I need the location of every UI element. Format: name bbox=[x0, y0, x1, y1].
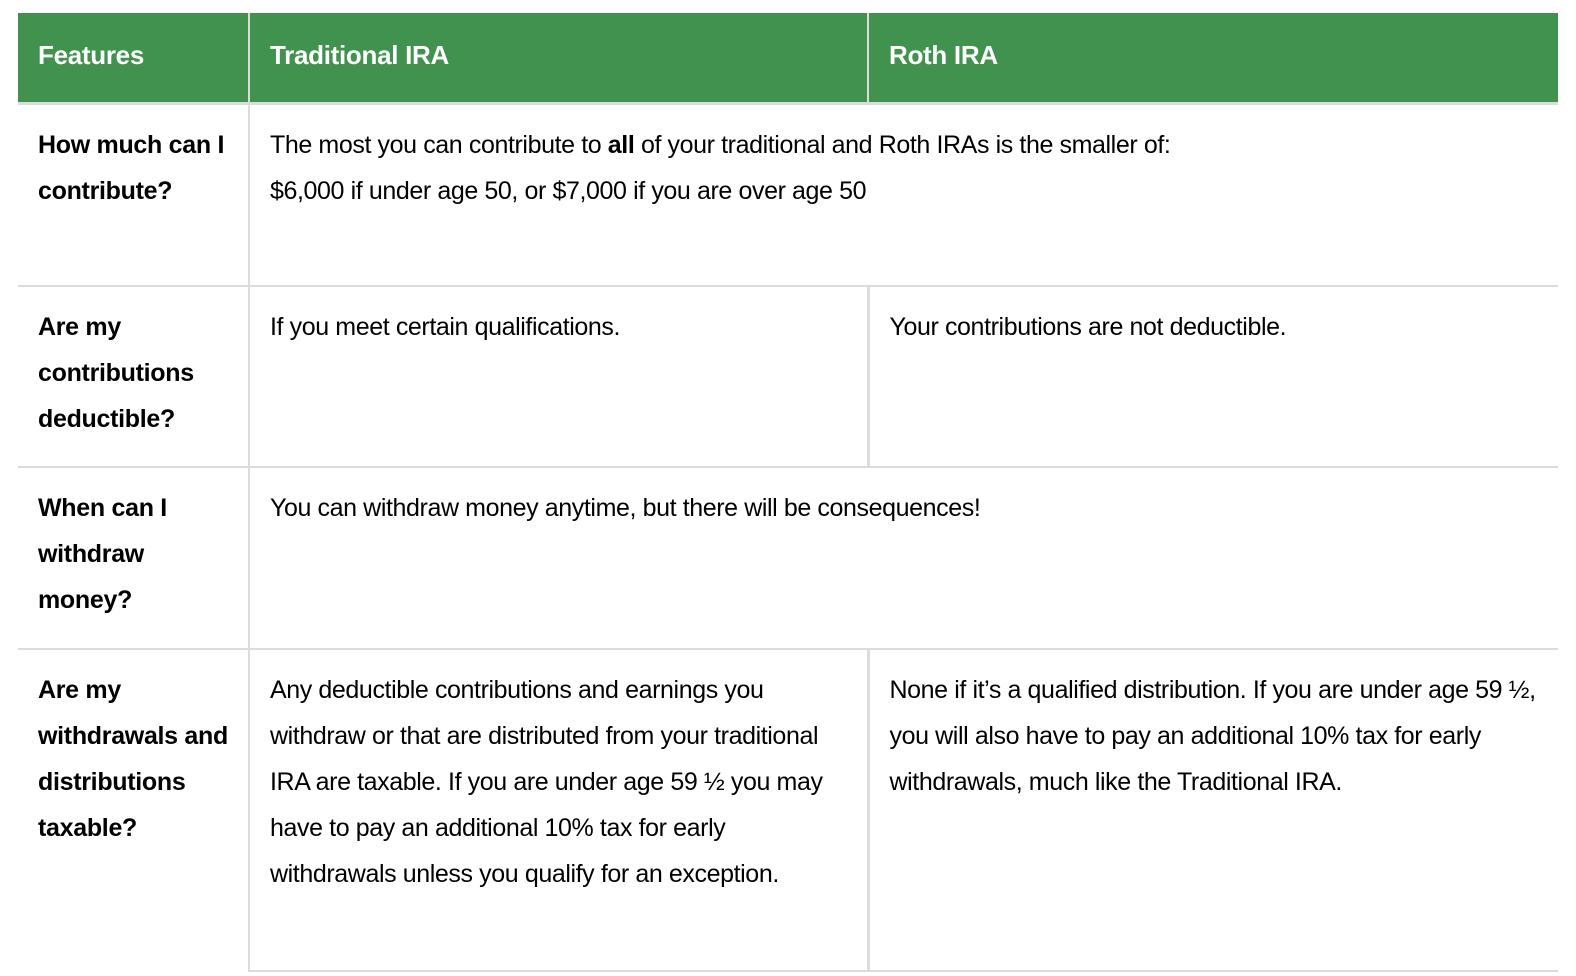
feature-cell: How much can I contribute? bbox=[18, 104, 249, 287]
table-body bbox=[18, 104, 1558, 972]
feature-cell: Are my withdrawals and distributions taxable? bbox=[38, 676, 228, 842]
header-row bbox=[18, 13, 1558, 104]
table-header bbox=[18, 13, 1558, 104]
traditional-cell: If you meet certain qualifications. bbox=[249, 286, 868, 467]
ira-comparison-table-container bbox=[18, 13, 1558, 972]
combined-cell: You can withdraw money anytime, but there will be consequences! bbox=[249, 467, 1558, 649]
roth-cell: Your contributions are not deductible. bbox=[868, 286, 1558, 467]
header-roth-ira: Roth IRA bbox=[868, 13, 1558, 104]
combined-cell bbox=[249, 104, 1558, 287]
table-row-withdrawal-timing bbox=[18, 467, 1558, 649]
roth-cell: None if it’s a qualified distribution. If you are under age 59 ½, you will also have to pay an additional 10% tax for early withdrawals, much like the Traditional IRA. bbox=[868, 649, 1558, 971]
feature-cell: When can I withdraw money? bbox=[18, 467, 249, 649]
contribution-text-part1: The most you can contribute to bbox=[270, 131, 608, 159]
feature-cell: Are my contributions deductible? bbox=[18, 286, 249, 467]
table-row-deductibility bbox=[18, 286, 1558, 467]
header-features: Features bbox=[18, 13, 249, 104]
traditional-cell: Any deductible contributions and earnings you withdraw or that are distributed from your traditional IRA are taxable. If you are under age 59 ½ you may have to pay an additional 10% tax for early withdrawals unless you qualify for an exception. bbox=[249, 649, 868, 971]
contribution-text-line2: $6,000 if under age 50, or $7,000 if you are over age 50 bbox=[270, 177, 867, 205]
table-row-taxability bbox=[18, 649, 1558, 971]
contribution-text-part2: of your traditional and Roth IRAs is the smaller of: bbox=[634, 131, 1171, 159]
ira-comparison-table bbox=[18, 13, 1558, 972]
header-traditional-ira: Traditional IRA bbox=[249, 13, 868, 104]
table-row-contribution-limit bbox=[18, 104, 1558, 287]
contribution-text-bold: all bbox=[607, 131, 635, 159]
